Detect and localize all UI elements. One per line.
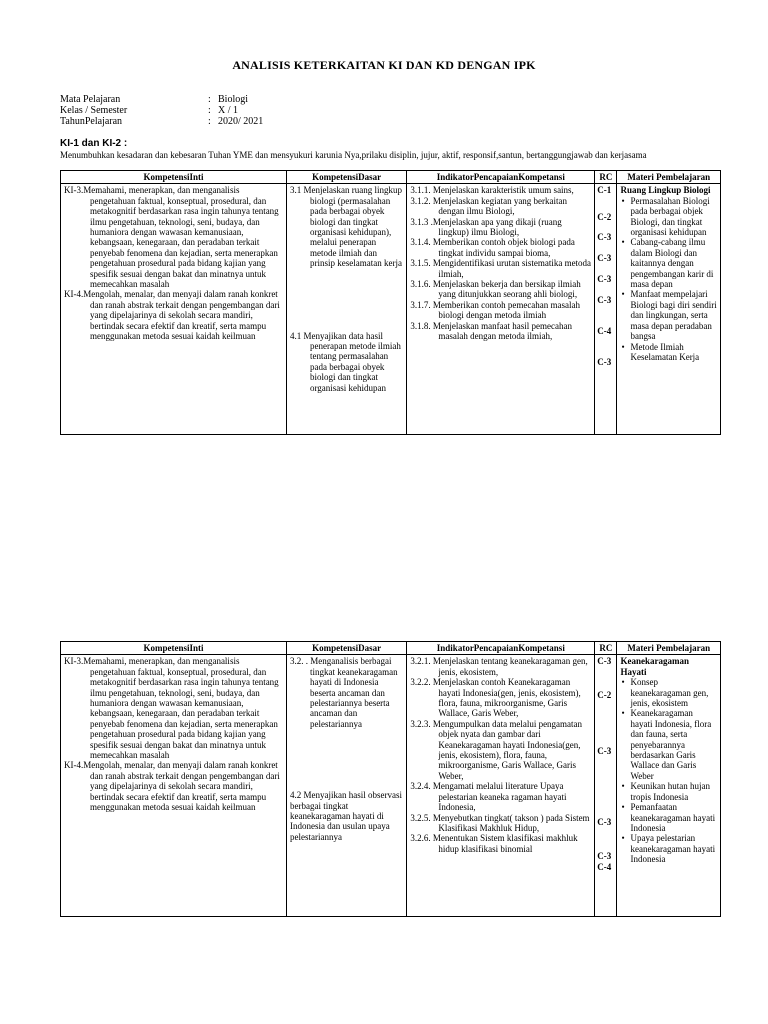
rc-value: C-3: [597, 274, 612, 285]
meta-value: X / 1: [218, 105, 238, 116]
header-rc: RC: [595, 642, 617, 655]
ki3-text: KI-3.Memahami, menerapkan, dan menganalisis pengetahuan faktual, konseptual, prosedural, dan metakognitif berdasarkan rasa ingin tahunya tentang ilmu pengetahuan, teknologi, seni, budaya, dan humaniora dengan wawasan kemanusiaan, kebangsaan, kenegaraan, dan peradaban terkait penyebab fenomena dan kejadian, serta menerapkan pengetahuan prosedural pada bidang kajian yang spesifik sesuai dengan bakat dan minatnya untuk memecahkan masalah: [64, 185, 279, 290]
meta-label: TahunPelajaran: [60, 116, 123, 127]
ipk-item: 3.2.5. Menyebutkan tingkat( takson ) pada Sistem Klasifikasi Makhluk Hidup,: [410, 812, 590, 833]
ipk-cell: [407, 184, 595, 435]
ipk-item: 3.2.1. Menjelaskan tentang keanekaragaman gen, jenis, ekosistem,: [410, 656, 588, 677]
rc-cell: [595, 655, 617, 917]
ipk-item: 3.1.1. Menjelaskan karakteristik umum sains,: [410, 185, 574, 196]
list-item: • Permasalahan Biologi pada berbagai objek Biologi, dan tingkat organisasi kehidupan: [630, 196, 717, 238]
meta-row-year: [60, 116, 263, 127]
document-title: ANALISIS KETERKAITAN KI DAN KD DENGAN IPK: [232, 58, 536, 72]
ipk-item: 3.1.2. Menjelaskan kegiatan yang berkaitan dengan ilmu Biologi,: [410, 195, 568, 217]
rc-value: C-3: [597, 232, 612, 243]
ki-description: Menumbuhkan kesadaran dan kebesaran Tuhan YME dan mensyukuri karunia Nya,prilaku disiplin, jujur, aktif, responsif,santun, bertanggungjawab dan kerjasama: [60, 150, 647, 160]
header-materi: Materi Pembelajaran: [617, 171, 721, 184]
rc-value: C-1: [597, 185, 612, 196]
ipk-item: 3.1.5. Mengidentifikasi urutan sistematika metoda ilmiah,: [410, 258, 592, 279]
kd-3-2: 3.2. . Menganalisis berbagai tingkat keanekaragaman hayati di Indonesia beserta ancaman dan pelestariannya beserta ancaman dan pelestariannya: [289, 656, 398, 729]
kd-4-1: 4.1 Menyajikan data hasil penerapan metode ilmiah tentang permasalahan pada berbagai obyek biologi dan tingkat organisasi kehidupan: [289, 330, 401, 393]
ipk-cell: [407, 655, 595, 917]
rc-value: C-2: [597, 212, 612, 223]
meta-label: Kelas / Semester: [60, 105, 128, 116]
ipk-item: 3.2.2. Menjelaskan contoh Keanekaragaman hayati Indonesia(gen, jenis, ekosistem), flora, fauna, mikroorganisme, Garis Wallace, Garis Weber,: [410, 677, 581, 719]
rc-value: C-3: [597, 656, 612, 667]
spacer: [290, 729, 403, 790]
analysis-table-1: [60, 170, 721, 435]
meta-colon: :: [208, 116, 211, 127]
ki4-text: KI-4.Mengolah, menalar, dan menyaji dalam ranah konkret dan ranah abstrak terkait dengan pengembangan dari yang dipelajarinya di sekolah secara mandiri, bertindak secara efektif dan kreatif, serta mampu menggunakan metoda sesuai kaidah keilmuan: [64, 760, 280, 813]
rc-value: C-3: [597, 851, 612, 862]
rc-value: C-4: [597, 326, 612, 337]
meta-colon: :: [208, 105, 211, 116]
kd-cell: [286, 655, 406, 917]
ipk-item: 3.1.8. Menjelaskan manfaat hasil pemecahan masalah dengan metoda ilmiah,: [410, 320, 573, 342]
header-kompetensi-dasar: KompetensiDasar: [286, 171, 406, 184]
list-item: • Pemanfaatan keanekaragaman hayati Indonesia: [630, 802, 717, 833]
materi-cell: [617, 184, 721, 435]
list-item: • Manfaat mempelajari Biologi bagi diri sendiri dan lingkungan, serta masa depan peradaban bangsa: [630, 289, 717, 341]
document-meta: [60, 94, 263, 127]
ipk-item: 3.2.4. Mengamati melalui literature Upaya pelestarian keaneka ragaman hayati Indonesia,: [410, 781, 567, 813]
header-kompetensi-dasar: KompetensiDasar: [286, 642, 406, 655]
ipk-item: 3.1.6. Menjelaskan bekerja dan bersikap ilmiah yang ditunjukkan seorang ahli biologi,: [410, 279, 581, 300]
meta-label: Mata Pelajaran: [60, 94, 121, 105]
table-header-row: [61, 642, 721, 655]
header-rc: RC: [595, 171, 617, 184]
spacer: [290, 269, 403, 331]
rc-value: C-3: [597, 357, 612, 368]
meta-value: Biologi: [218, 94, 249, 105]
materi-title: Keanekaragaman Hayati: [620, 656, 689, 677]
rc-value: C-4: [597, 862, 612, 873]
rc-value: C-2: [597, 690, 612, 701]
ipk-item: 3.2.3. Mengumpulkan data melalui pengamatan objek nyata dan gambar dari Keanekaragaman hayati Indonesia(gen, jenis, ekosistem), flora, fauna, mikroorganisme, Garis Wallace, Garis Weber,: [410, 718, 583, 781]
list-item: • Metode Ilmiah Keselamatan Kerja: [630, 342, 717, 363]
rc-value: C-3: [597, 817, 612, 828]
ki-heading: KI-1 dan KI-2 :: [60, 138, 128, 149]
ki-cell: [61, 184, 287, 435]
rc-value: C-3: [597, 295, 612, 306]
header-indikator: IndikatorPencapaianKompetansi: [407, 171, 595, 184]
ki3-text: KI-3.Memahami, menerapkan, dan menganalisis pengetahuan faktual, konseptual, prosedural, dan metakognitif berdasarkan rasa ingin tahunya tentang ilmu pengetahuan, teknologi, seni, budaya, dan humaniora dengan wawasan kemanusiaan, kebangsaan, kenegaraan, dan peradaban terkait penyebab fenomena dan kejadian, serta menerapkan pengetahuan prosedural pada bidang kajian yang spesifik sesuai dengan bakat dan minatnya untuk memecahkan masalah: [64, 656, 279, 761]
list-item: • Keanekaragaman hayati Indonesia, flora dan fauna, serta penyebarannya berdasarkan Garis Wallace dan Garis Weber: [630, 708, 717, 781]
materi-list: [620, 677, 717, 864]
list-item: • Upaya pelestarian keanekaragaman hayati Indonesia: [630, 833, 717, 864]
header-materi: Materi Pembelajaran: [617, 642, 721, 655]
meta-row-subject: [60, 94, 263, 105]
materi-cell: [617, 655, 721, 917]
meta-value: 2020/ 2021: [218, 116, 264, 127]
kd-3-1: 3.1 Menjelaskan ruang lingkup biologi (permasalahan pada berbagai obyek biologi dan tingkat organisasi kehidupan), melalui penerapan metode ilmiah dan prinsip keselamatan kerja: [289, 185, 402, 269]
header-kompetensi-inti: KompetensiInti: [61, 171, 287, 184]
meta-colon: :: [208, 94, 211, 105]
list-item: • Cabang-cabang ilmu dalam Biologi dan kaitannya dengan pengembangan karir di masa depan: [630, 237, 717, 289]
ki4-text: KI-4.Mengolah, menalar, dan menyaji dalam ranah konkret dan ranah abstrak terkait dengan pengembangan dari yang dipelajarinya di sekolah secara mandiri, bertindak secara efektif dan kreatif, serta mampu menggunakan metoda sesuai kaidah keilmuan: [64, 289, 280, 342]
list-item: • Keunikan hutan hujan tropis Indonesia: [630, 781, 717, 802]
materi-list: [620, 196, 717, 363]
ipk-item: 3.1.4. Memberikan contoh objek biologi pada tingkat individu sampai bioma,: [410, 237, 575, 258]
ipk-item: 3.1.7. Memberikan contoh pemecahan masalah biologi dengan metoda ilmiah: [410, 299, 581, 321]
materi-title: Ruang Lingkup Biologi: [620, 185, 711, 196]
kd-4-2: 4.2 Menyajikan hasil observasi berbagai tingkat keanekaragaman hayati di Indonesia dan usulan upaya pelestariannya: [289, 790, 402, 842]
ki-cell: [61, 655, 287, 917]
table-row: [61, 184, 721, 435]
rc-cell: [595, 184, 617, 435]
ipk-item: 3.2.6. Menentukan Sistem klasifikasi makhluk hidup klasifikasi binomial: [410, 833, 578, 854]
rc-value: C-3: [597, 253, 612, 264]
ipk-item: 3.1.3 .Menjelaskan apa yang dikaji (ruang lingkup) ilmu Biologi,: [410, 216, 562, 238]
table-row: [61, 655, 721, 917]
meta-row-class: [60, 105, 263, 116]
list-item: • Konsep keanekaragaman gen, jenis, ekosistem: [630, 677, 717, 708]
header-indikator: IndikatorPencapaianKompetansi: [407, 642, 595, 655]
header-kompetensi-inti: KompetensiInti: [61, 642, 287, 655]
rc-value: C-3: [597, 746, 612, 757]
analysis-table-2: [60, 641, 721, 917]
kd-cell: [286, 184, 406, 435]
table-header-row: [61, 171, 721, 184]
